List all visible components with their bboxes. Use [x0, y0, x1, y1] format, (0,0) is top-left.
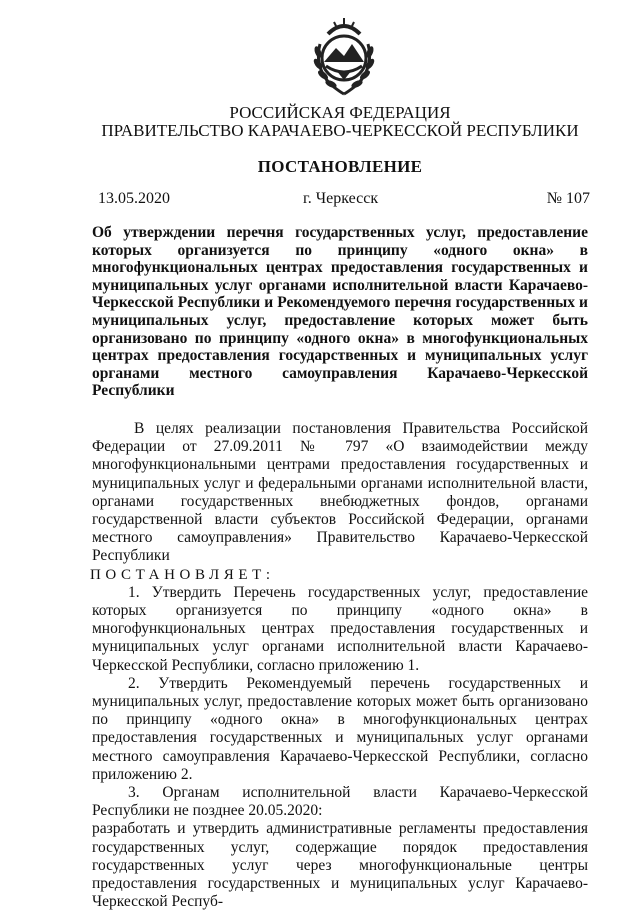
country-heading: РОССИЙСКАЯ ФЕДЕРАЦИЯ — [229, 103, 451, 122]
government-heading: ПРАВИТЕЛЬСТВО КАРАЧАЕВО-ЧЕРКЕССКОЙ РЕСПУБЛИКИ — [101, 121, 579, 140]
document-type: ПОСТАНОВЛЕНИЕ — [257, 157, 423, 176]
document-meta — [98, 190, 590, 212]
preamble-paragraph: В целях реализации постановления Правительства Российской Федерации от 27.09.2011 № 797 «О взаимодействии между многофункциональными центрами предоставления государственных и муниципальных услуг и федеральными органами исполнительной власти, органами государственных внебюджетных фондов, органами государственной власти субъектов Российской Федерации, органами местного самоуправления» Правительство Карачаево-Черкесской Республики — [92, 420, 588, 565]
document-number: № 107 — [546, 190, 590, 207]
resolves-label: ПОСТАНОВЛЯЕТ: — [90, 566, 275, 583]
document-city: г. Черкесск — [303, 190, 379, 207]
item-2-paragraph: 2. Утвердить Рекомендуемый перечень государственных и муниципальных услуг, предоставление которых может быть организовано по принципу «одного окна» в многофункциональных центрах предоставления государственных и муниципальных услуг органами местного самоуправления Карачаево-Черкесской Республики, согласно приложению 2. — [92, 674, 588, 783]
document-title: Об утверждении перечня государственных услуг, предоставление которых организуется по принципу «одного окна» в многофункциональных центрах предоставления государственных и муниципальных услуг органами исполнительной власти Карачаево-Черкесской Республики и Рекомендуемого перечня государственных и муниципальных услуг, предоставление которых может быть организовано по принципу «одного окна» в многофункциональных центрах предоставления государственных и муниципальных услуг органами местного самоуправления Карачаево-Черкесской Республики — [92, 224, 588, 400]
item-1-paragraph: 1. Утвердить Перечень государственных услуг, предоставление которых организуется по принципу «одного окна» в многофункциональных центрах предоставления государственных и муниципальных услуг органами исполнительной власти Карачаево-Черкесской Республики, согласно приложению 1. — [92, 583, 588, 674]
document-body — [92, 420, 588, 911]
item-3-paragraph: 3. Органам исполнительной власти Карачаево-Черкесской Республики не позднее 20.05.2020: — [92, 784, 588, 820]
republic-coat-of-arms-icon — [306, 14, 382, 98]
item-3-sub-paragraph: разработать и утвердить административные регламенты предоставления государственных услуг, содержащие порядок предоставления государственных услуг через многофункциональные центры предоставления государственных и муниципальных услуг Карачаево-Черкесской Респуб- — [92, 820, 588, 911]
document-date: 13.05.2020 — [98, 190, 170, 207]
